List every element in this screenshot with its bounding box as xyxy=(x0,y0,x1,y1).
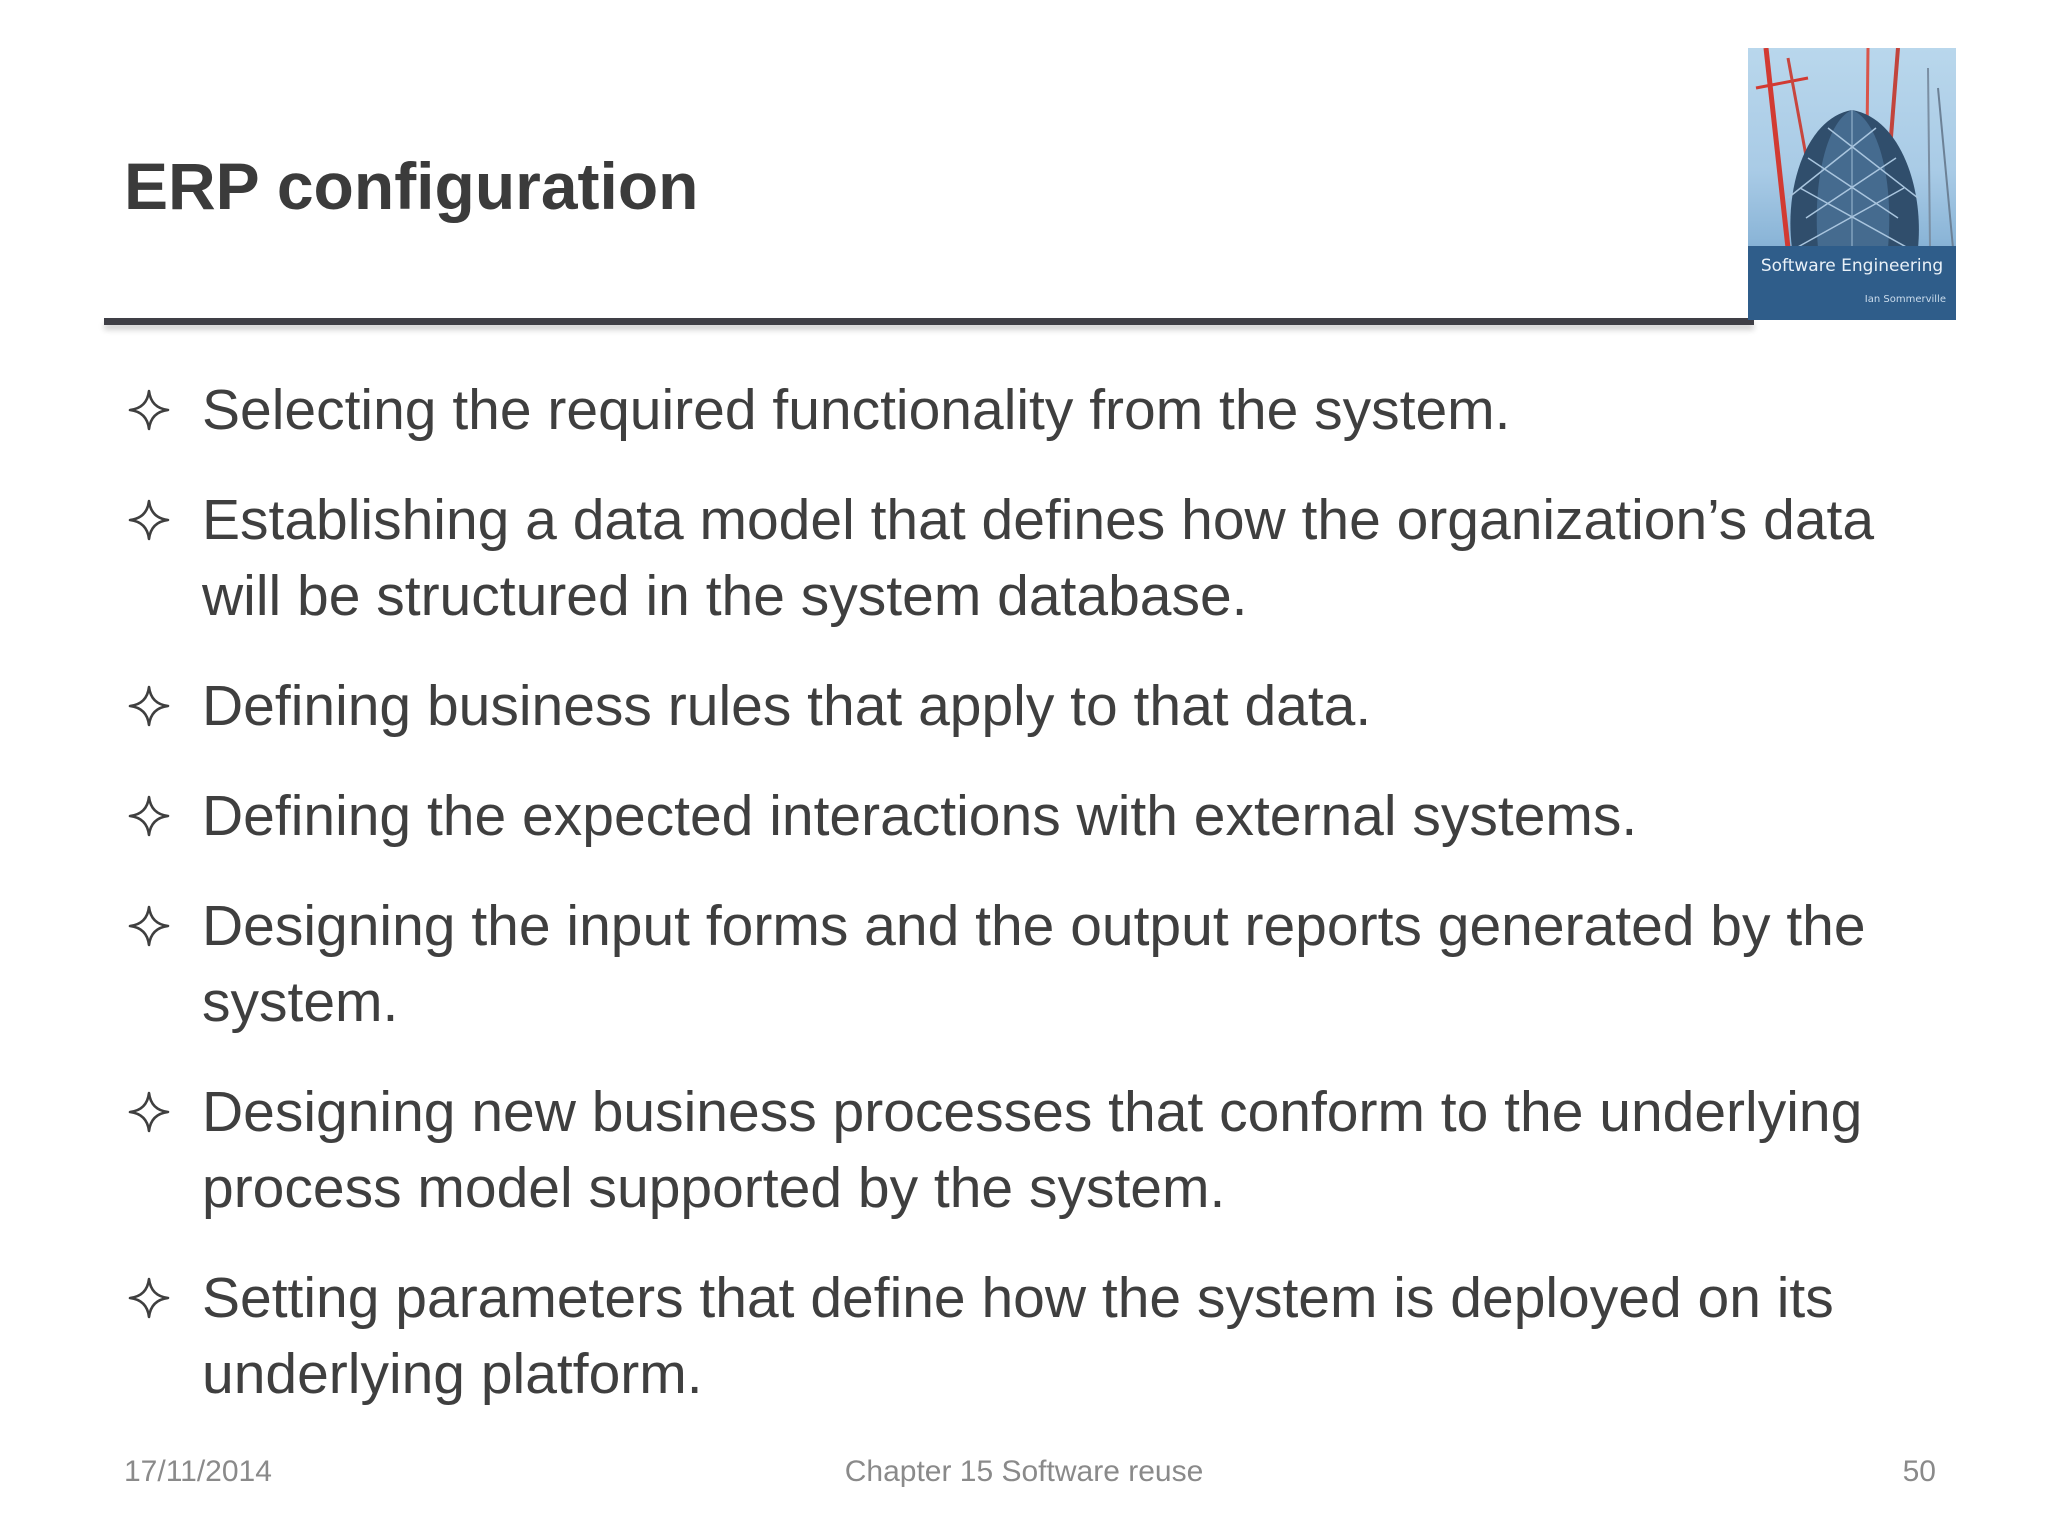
four-point-star-icon xyxy=(128,1277,170,1319)
four-point-star-icon xyxy=(128,685,170,727)
bullet-item xyxy=(124,1260,1964,1412)
bullet-item xyxy=(124,668,1964,744)
bullet-text: Setting parameters that define how the system is deployed on its underlying platform. xyxy=(202,1266,1834,1406)
bullet-list xyxy=(124,372,1964,1446)
page-number: 50 xyxy=(1902,1455,1936,1488)
four-point-star-icon xyxy=(128,499,170,541)
four-point-star-icon xyxy=(128,389,170,431)
footer-chapter: Chapter 15 Software reuse xyxy=(844,1455,1204,1488)
bullet-item xyxy=(124,482,1964,634)
bullet-item xyxy=(124,888,1964,1040)
four-point-star-icon xyxy=(128,795,170,837)
cover-title: Software Engineering xyxy=(1760,256,1944,276)
footer-date: 17/11/2014 xyxy=(124,1455,272,1488)
title-divider xyxy=(104,318,1754,325)
bullet-item xyxy=(124,1074,1964,1226)
bullet-text: Defining the expected interactions with external systems. xyxy=(202,784,1638,848)
bullet-text: Designing the input forms and the output reports generated by the system. xyxy=(202,894,1866,1034)
four-point-star-icon xyxy=(128,1091,170,1133)
book-cover-image xyxy=(1748,48,1956,320)
bullet-text: Establishing a data model that defines how the organization’s data will be structured in the system database. xyxy=(202,488,1875,628)
bullet-text: Designing new business processes that conform to the underlying process model supported by the system. xyxy=(202,1080,1863,1220)
slide-title: ERP configuration xyxy=(124,149,699,223)
bullet-item xyxy=(124,778,1964,854)
bullet-text: Defining business rules that apply to that data. xyxy=(202,674,1372,738)
cover-author: Ian Sommerville xyxy=(1864,294,1946,305)
bullet-text: Selecting the required functionality from the system. xyxy=(202,378,1511,442)
four-point-star-icon xyxy=(128,905,170,947)
bullet-item xyxy=(124,372,1964,448)
